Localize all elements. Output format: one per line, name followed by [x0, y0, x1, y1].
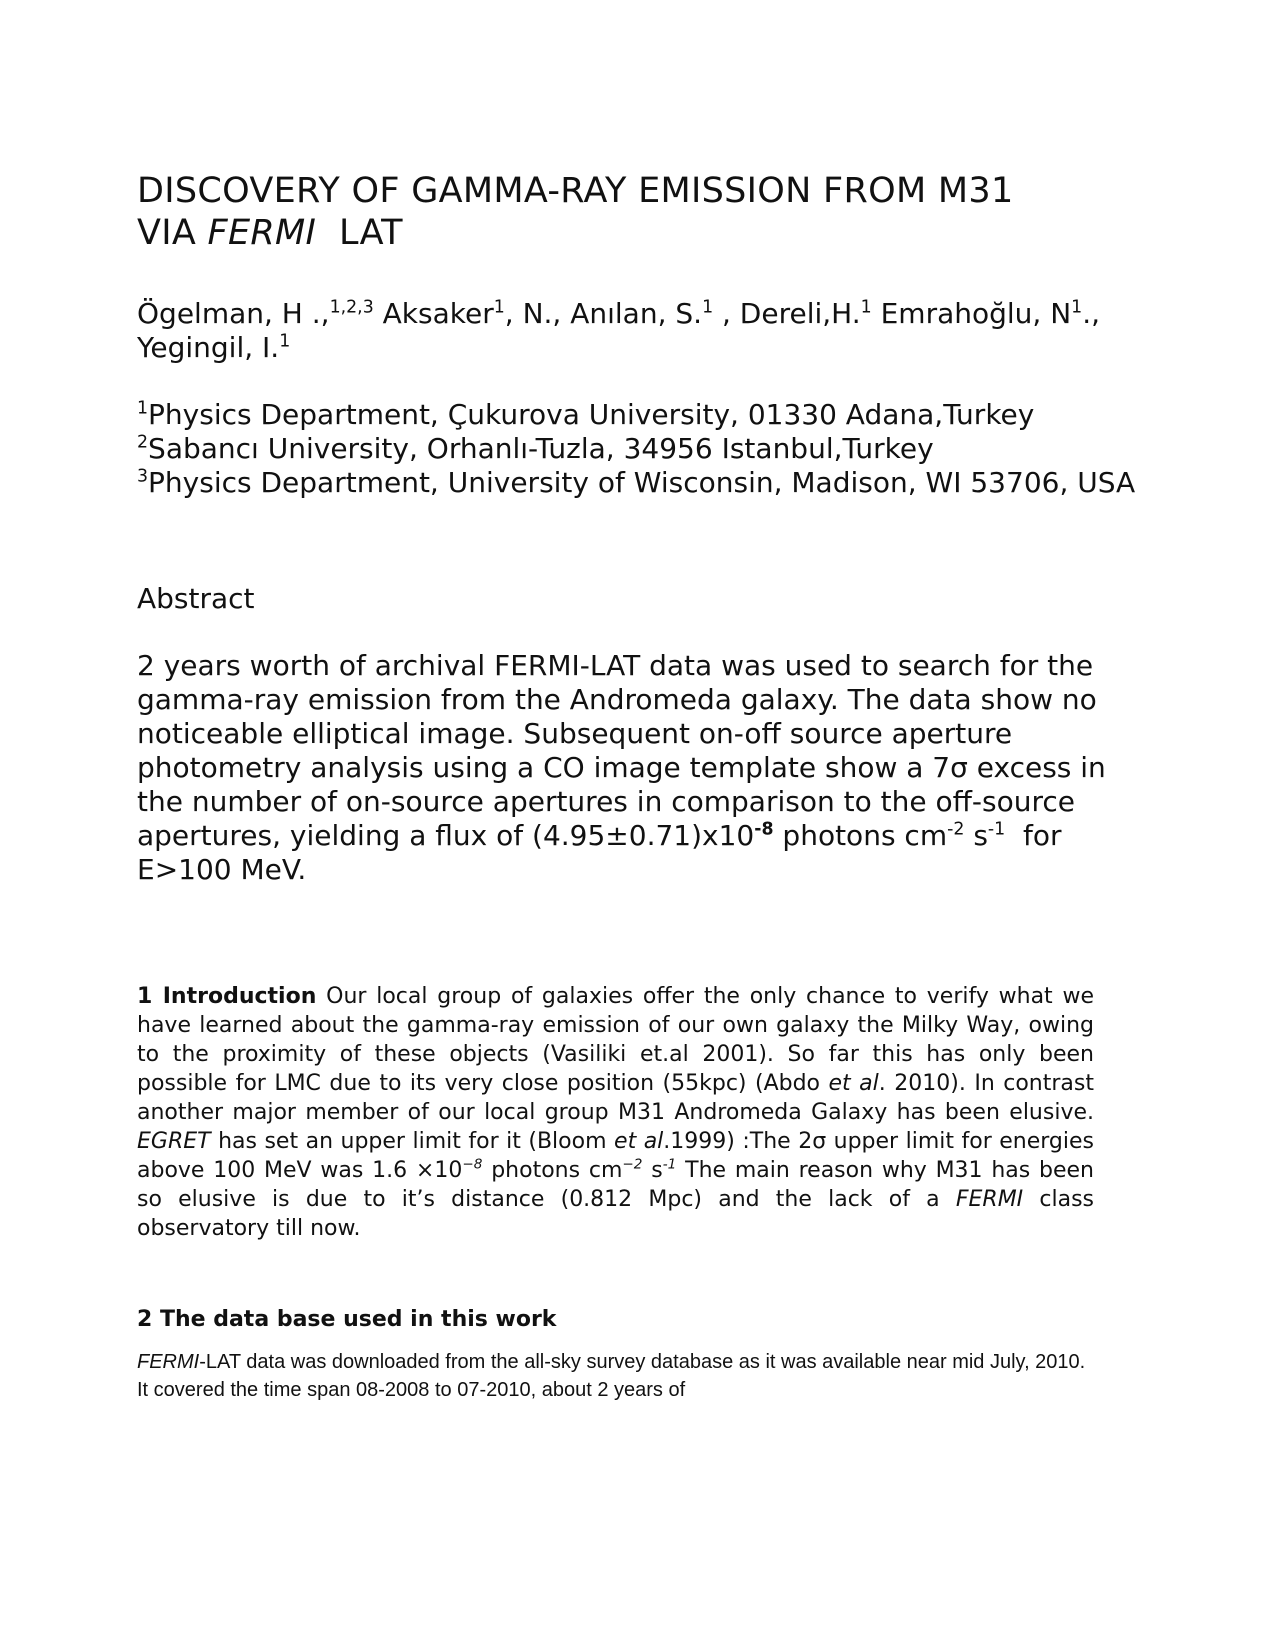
abstract-heading: Abstract	[137, 582, 255, 615]
introduction-paragraph	[137, 982, 1094, 1243]
author-name: , Dereli,H.	[713, 297, 861, 330]
author-name: , N., Anılan, S.	[504, 297, 703, 330]
intro-text: photons cm	[482, 1158, 623, 1183]
author-affiliation-mark: 1	[279, 331, 291, 352]
abstract-text	[137, 649, 1107, 887]
abstract-text-part: 2 years worth of archival FERMI-LAT data was used to search for the gamma-ray emission from the Andromeda galaxy. The data show no noticeable elliptical image. Subsequent on-off source aperture photometry analysis using a CO image template show a 7σ excess in the number of on-source apertures in comparison to the off-source apertures, yielding a flux of (4.95±0.71)x10	[137, 649, 1106, 852]
paper-title	[137, 170, 1137, 254]
title-line-1: DISCOVERY OF GAMMA-RAY EMISSION FROM M31	[137, 171, 1014, 211]
author-affiliation-mark: 1	[1071, 297, 1083, 318]
abstract-exponent: -2	[947, 819, 965, 840]
affiliation-mark: 3	[137, 466, 149, 487]
intro-text: Our local group of galaxies oﬀer the only chance to verify what we have learned about the gamma-ray emission of our own galaxy the Milky Way, owing to the proximity of these objects (Vasiliki et.al 2001). So far this has only been possible for LMC due to its very close position (55kpc) (Abdo	[137, 984, 1094, 1096]
author-affiliation-mark: 1	[493, 297, 505, 318]
author-affiliation-mark: 1,2,3	[329, 297, 374, 318]
intro-italic: et al	[614, 1129, 664, 1154]
title-line-2	[137, 212, 1137, 254]
intro-italic: FERMI	[955, 1187, 1024, 1212]
intro-exponent: −8	[462, 1156, 483, 1173]
intro-text: has set an upper limit for it (Bloom	[210, 1129, 615, 1154]
intro-text: s	[642, 1158, 663, 1183]
affiliation-list	[137, 398, 1137, 500]
intro-text: .1999) :The 2σ upper limit for energies above 100 MeV was 1.6 ×10	[137, 1129, 1094, 1183]
affiliation-mark: 1	[137, 398, 149, 419]
affiliation-text: Sabancı University, Orhanlı-Tuzla, 34956 Istanbul,Turkey	[148, 432, 934, 465]
intro-exponent: −2	[622, 1156, 643, 1173]
author-name: ., Yegingil, I.	[137, 297, 1101, 364]
abstract-text-part: for E>100 MeV.	[137, 819, 1071, 886]
author-affiliation-mark: 1	[860, 297, 872, 318]
affiliation-text: Physics Department, Çukurova University, 01330 Adana,Turkey	[148, 398, 1035, 431]
title-line-2-prefix: VIA	[137, 213, 208, 253]
affiliation-item	[137, 398, 1137, 432]
abstract-text-part: s	[964, 819, 988, 852]
abstract-exponent: -8	[754, 819, 774, 840]
section-heading-data-base: 2 The data base used in this work	[137, 1307, 557, 1332]
author-name: Aksaker	[373, 297, 494, 330]
data-base-paragraph	[137, 1348, 1097, 1404]
author-name: Ögelman, H .,	[137, 297, 330, 330]
sec2-text: -LAT data was downloaded from the all-sky survey database as it was available near mid July, 2010. It covered the time span 08-2008 to 07-2010, about 2 years of	[137, 1351, 1086, 1401]
intro-italic: et al	[828, 1071, 879, 1096]
affiliation-mark: 2	[137, 432, 149, 453]
intro-text: . 2010). In contrast another major member of our local group M31 Andromeda Galaxy has been elusive.	[137, 1071, 1094, 1125]
abstract-exponent: -1	[987, 819, 1006, 840]
author-list	[137, 297, 1137, 365]
abstract-text-part: photons cm	[773, 819, 948, 852]
title-fermi: FERMI	[207, 213, 317, 253]
affiliation-item	[137, 466, 1137, 500]
intro-italic: EGRET	[137, 1129, 211, 1154]
affiliation-item	[137, 432, 1137, 466]
title-line-2-suffix: LAT	[316, 213, 403, 253]
intro-text: class observatory till now.	[137, 1187, 1094, 1241]
section-heading-introduction: 1 Introduction	[137, 984, 317, 1009]
author-affiliation-mark: 1	[702, 297, 714, 318]
affiliation-text: Physics Department, University of Wisconsin, Madison, WI 53706, USA	[148, 466, 1136, 499]
sec2-italic: FERMI	[137, 1351, 200, 1373]
intro-text: The main reason why M31 has been so elusive is due to it’s distance (0.812 Mpc) and the lack of a	[137, 1158, 1094, 1212]
author-name: Emrahoğlu, N	[871, 297, 1072, 330]
intro-exponent: -1	[662, 1156, 677, 1173]
